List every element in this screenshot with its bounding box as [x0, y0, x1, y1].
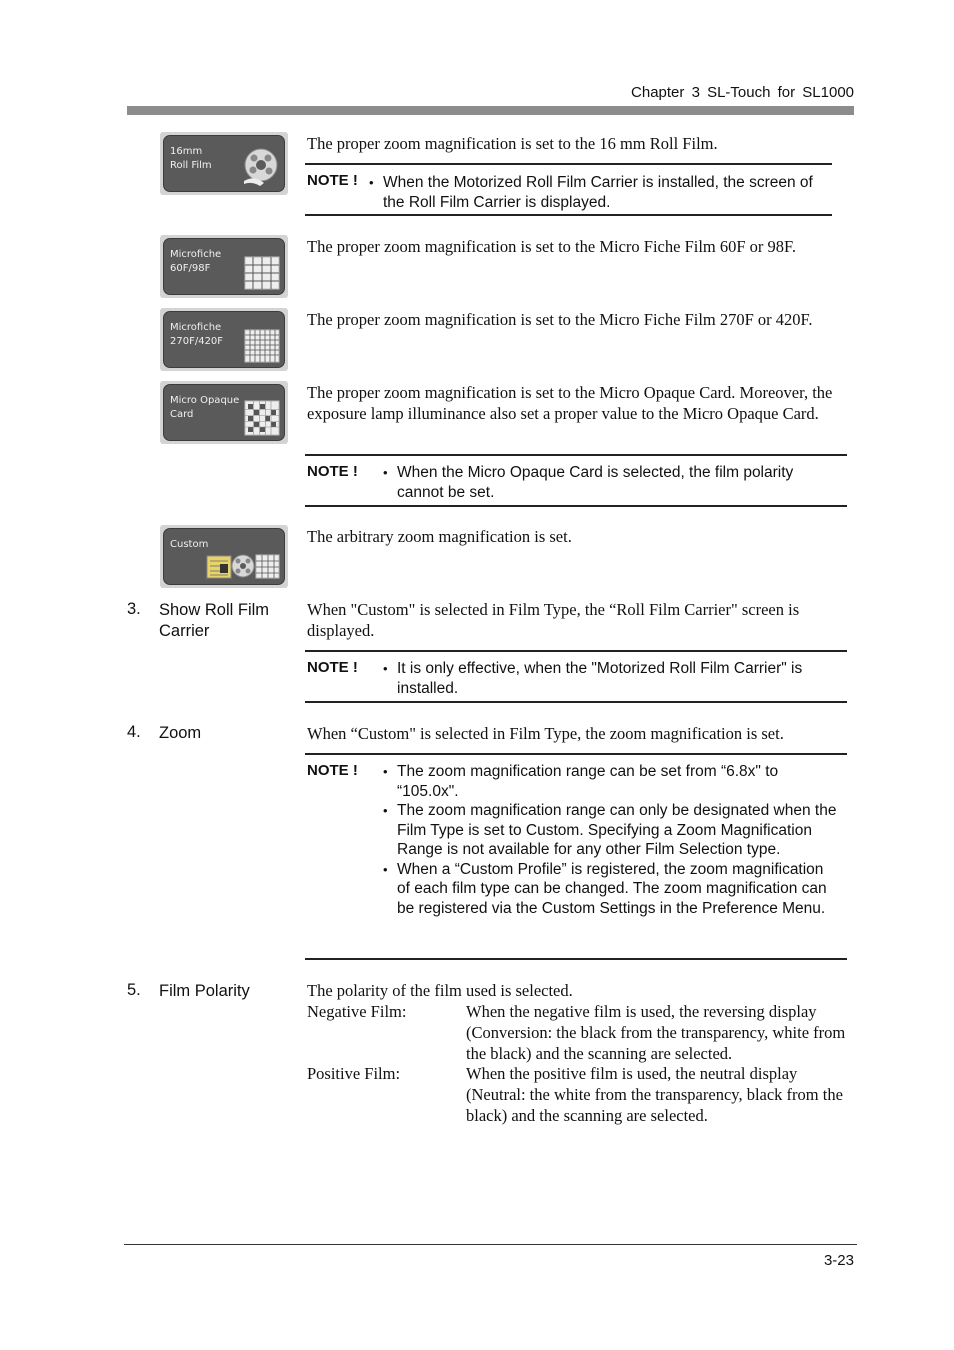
note-item: • When the Motorized Roll Film Carrier is installed, the screen of the Roll Film Carrier is displayed.: [369, 173, 819, 212]
roll-film-button-label: 16mm Roll Film: [170, 146, 212, 171]
microfiche-270f-button[interactable]: [160, 308, 288, 371]
item-number: 5.: [127, 981, 141, 999]
item-number: 3.: [127, 600, 141, 618]
micro-opaque-card-description: The proper zoom magnification is set to the Micro Opaque Card. Moreover, the exposure lamp illuminance also set a proper value to the Micro Opaque Card.: [307, 383, 833, 423]
microfiche-60f-button[interactable]: [160, 235, 288, 298]
micro-opaque-note: [305, 454, 847, 507]
custom-button-label: Custom: [170, 539, 209, 550]
note-label: NOTE !: [307, 463, 358, 480]
roll-film-button[interactable]: [160, 132, 288, 195]
note-label: NOTE !: [307, 172, 358, 189]
microfiche-270f-button-label: Microfiche 270F/420F: [170, 322, 224, 347]
film-polarity-label: Film Polarity: [159, 982, 250, 1000]
note-item: • The zoom magnification range can be set from “6.8x" to “105.0x".: [383, 762, 838, 801]
note-item: • It is only effective, when the "Motorized Roll Film Carrier" is installed.: [383, 659, 838, 698]
footer-rule: [124, 1244, 857, 1245]
custom-icons: [206, 552, 280, 580]
show-roll-film-carrier-description: When "Custom" is selected in Film Type, the “Roll Film Carrier" screen is displayed.: [307, 600, 800, 640]
zoom-description: When “Custom" is selected in Film Type, the zoom magnification is set.: [307, 724, 784, 743]
film-reel-icon: [240, 145, 280, 187]
microfiche-60f-button-label: Microfiche 60F/98F: [170, 249, 222, 274]
note-label: NOTE !: [307, 659, 358, 676]
fiche-grid-dense-icon: [244, 329, 280, 363]
micro-opaque-card-button[interactable]: [160, 381, 288, 444]
show-roll-film-carrier-note: [305, 650, 847, 703]
positive-film-term: Positive Film:: [307, 1064, 401, 1083]
roll-film-description: The proper zoom magnification is set to the 16 mm Roll Film.: [307, 134, 718, 153]
show-roll-film-carrier-label: Show Roll Film Carrier: [159, 601, 270, 640]
microfiche-60f-description: The proper zoom magnification is set to the Micro Fiche Film 60F or 98F.: [307, 237, 797, 256]
negative-film-term: Negative Film:: [307, 1002, 407, 1021]
header-bar: [127, 106, 854, 115]
chapter-header: Chapter 3 SL-Touch for SL1000: [631, 84, 854, 101]
opaque-card-icon: [244, 400, 280, 436]
note-item: • When a “Custom Profile” is registered, the zoom magnification of each film type can be changed. The zoom magnification can be registered via the Custom Settings in the Preference Menu.: [383, 860, 838, 919]
film-polarity-description: The polarity of the film used is selected.: [307, 981, 573, 1000]
note-label: NOTE !: [307, 762, 358, 779]
fiche-grid-icon: [244, 256, 280, 290]
custom-button[interactable]: [160, 525, 288, 588]
micro-opaque-card-button-label: Micro Opaque Card: [170, 395, 240, 420]
negative-film-description: When the negative film is used, the reversing display (Conversion: the black from the transparency, white from the black) and the scanning are selected.: [466, 1002, 846, 1063]
microfiche-270f-description: The proper zoom magnification is set to the Micro Fiche Film 270F or 420F.: [307, 310, 813, 329]
page-number: 3-23: [823, 1252, 854, 1269]
positive-film-description: When the positive film is used, the neutral display (Neutral: the white from the transparency, black from the black) and the scanning are selected.: [466, 1064, 843, 1125]
zoom-note: [305, 753, 847, 960]
note-item: • The zoom magnification range can only be designated when the Film Type is set to Custom. Specifying a Zoom Magnification Range is not available for any other Film Selection type.: [383, 801, 838, 860]
item-number: 4.: [127, 723, 141, 741]
note-item: • When the Micro Opaque Card is selected, the film polarity cannot be set.: [383, 463, 838, 502]
roll-film-note: [305, 163, 832, 216]
custom-description: The arbitrary zoom magnification is set.: [307, 527, 572, 546]
zoom-label: Zoom: [159, 724, 202, 742]
